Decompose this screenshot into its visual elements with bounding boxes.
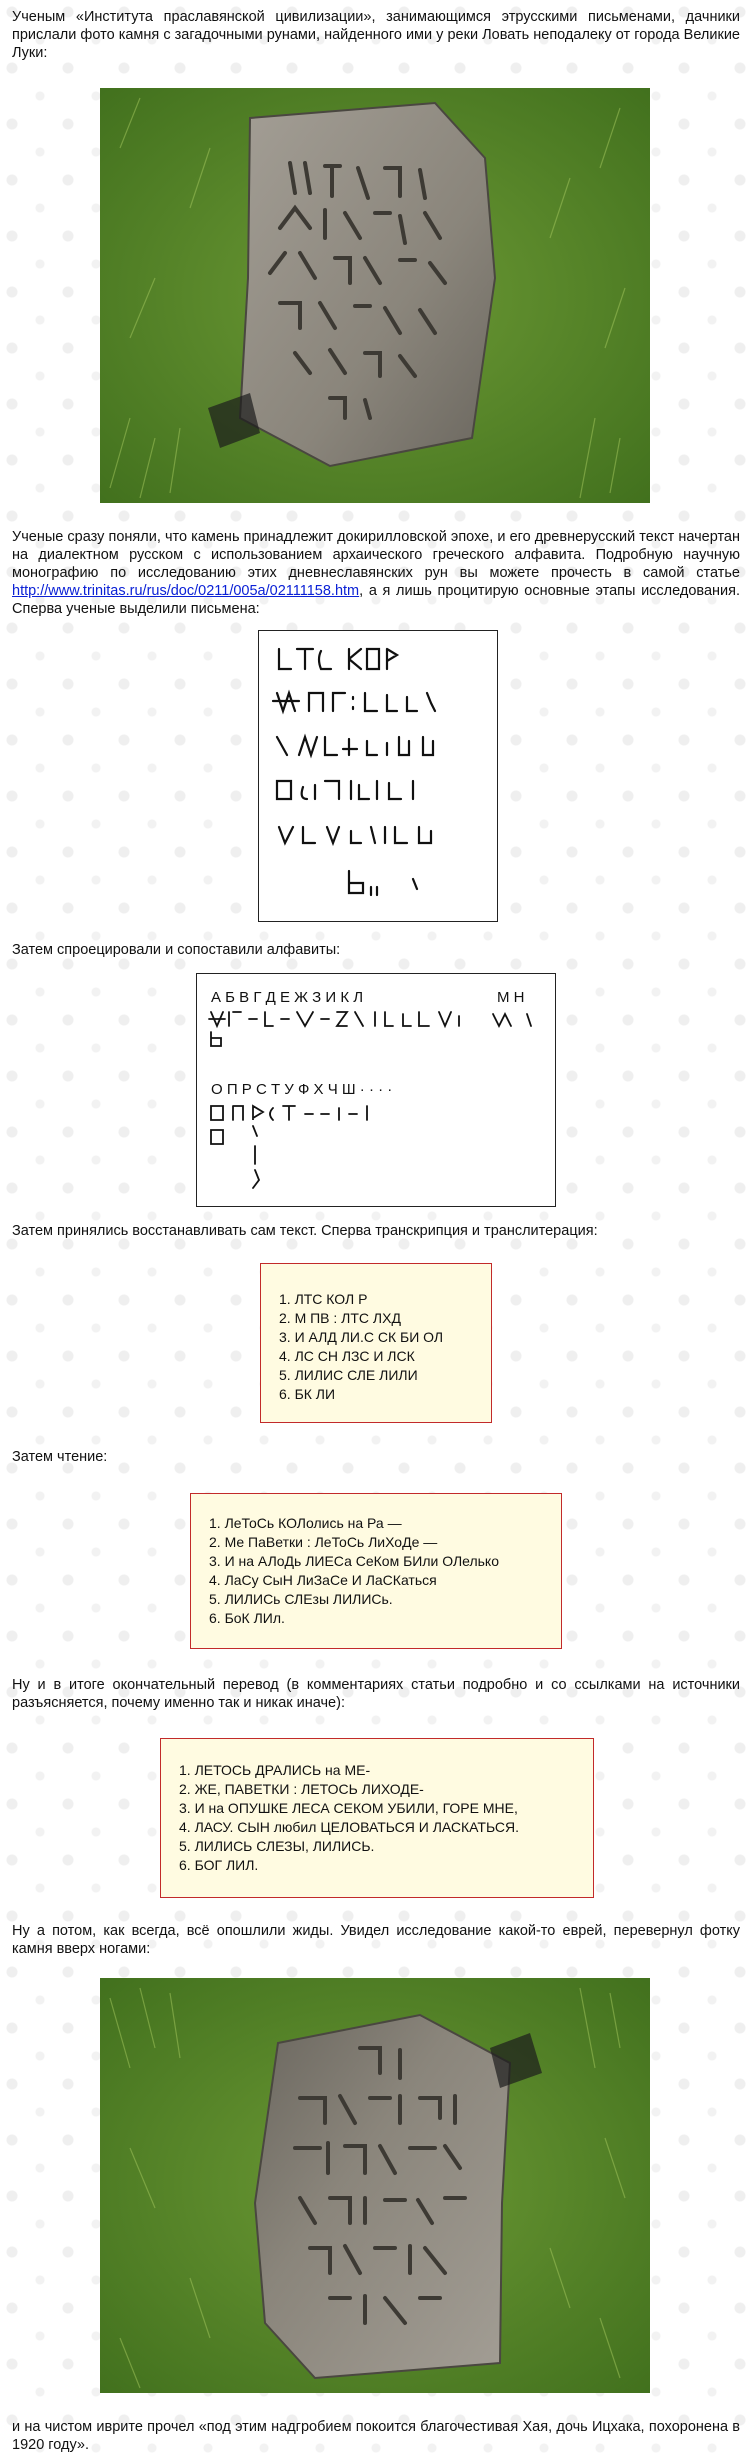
stone-photo-flipped-image bbox=[100, 1978, 650, 2393]
reading-line: 5. ЛИЛИСь СЛЕзы ЛИЛИСь. bbox=[209, 1591, 393, 1607]
final-line: 2. ЖЕ, ПАВЕТКИ : ЛЕТОСЬ ЛИХОДЕ- bbox=[179, 1781, 424, 1797]
transcription-list bbox=[279, 1290, 491, 1404]
transcription-line: 3. И АЛД ЛИ.С СК БИ ОЛ bbox=[279, 1329, 444, 1345]
inscription-glyphs bbox=[259, 631, 497, 921]
reading-line: 1. ЛеТоСь КОЛолись на Ра — bbox=[209, 1515, 402, 1531]
research-text-before: Ученые сразу поняли, что камень принадлежит докирилловской эпохе, и его древнерусский текст начертан на диалектном русском с использованием архаического греческого алфавита. Подробную научную монографию по исследованию этих дневнеславянских рун вы можете прочесть в самой статье bbox=[12, 529, 740, 581]
transcription-line: 4. ЛС СН ЛЗС И ЛСК bbox=[279, 1348, 415, 1364]
alphabet-paragraph: Затем спроецировали и сопоставили алфавиты: bbox=[12, 942, 341, 958]
research-text-after: , а я лишь процитирую основные этапы исследования. Сперва ученые выделили письмена: bbox=[12, 583, 740, 617]
final-line: 1. ЛЕТОСЬ ДРАЛИСЬ на МЕ- bbox=[179, 1762, 371, 1778]
stone-photo bbox=[100, 88, 650, 503]
intro-paragraph: Ученым «Института праславянской цивилизации», занимающимся этрусскими письменами, дачники прислали фото камня с загадочными рунами, найденного ими у реки Ловать неподалеку от города Великие Луки: bbox=[12, 9, 740, 61]
final-paragraph: Ну и в итоге окончательный перевод (в комментариях статьи подробно и со ссылками на источники разъясняется, почему именно так и никак иначе): bbox=[12, 1677, 740, 1711]
upside-down-paragraph: Ну а потом, как всегда, всё опошлили жиды. Увидел исследование какой-то еврей, перевернул фотку камня вверх ногами: bbox=[12, 1923, 740, 1957]
alphabet-row-greek-end: М Н bbox=[497, 989, 525, 1006]
transcription-paragraph: Затем принялись восстанавливать сам текст. Сперва транскрипция и транслитерация: bbox=[12, 1223, 598, 1239]
stone-photo-image bbox=[100, 88, 650, 503]
reading-box bbox=[190, 1493, 562, 1649]
alphabet-row-latin: О П Р С Т У Ф Х Ч Ш · · · · bbox=[211, 1081, 393, 1098]
reading-list bbox=[209, 1514, 561, 1628]
stone-photo-flipped bbox=[100, 1978, 650, 2393]
transcription-line: 2. М ПВ : ЛТС ЛХД bbox=[279, 1310, 401, 1326]
reading-line: 6. БоК ЛИл. bbox=[209, 1610, 285, 1626]
final-translation-list bbox=[179, 1761, 593, 1875]
transcription-line: 1. ЛТС КОЛ Р bbox=[279, 1291, 368, 1307]
reading-line: 3. И на АЛоДь ЛИЕСа СеКом БИли ОЛелько bbox=[209, 1553, 499, 1569]
inscription-drawing bbox=[258, 630, 498, 922]
final-line: 4. ЛАСУ. СЫН любил ЦЕЛОВАТЬСЯ И ЛАСКАТЬСЯ. bbox=[179, 1819, 519, 1835]
hebrew-paragraph: и на чистом иврите прочел «под этим надгробием покоится благочестивая Хая, дочь Ицхака, похоронена в 1920 году». bbox=[12, 2419, 740, 2453]
research-paragraph bbox=[12, 528, 740, 618]
transcription-line: 6. БК ЛИ bbox=[279, 1386, 336, 1402]
reading-paragraph: Затем чтение: bbox=[12, 1449, 108, 1465]
final-line: 3. И на ОПУШКЕ ЛЕСА СЕКОМ УБИЛИ, ГОРЕ МНЕ, bbox=[179, 1800, 518, 1816]
alphabet-comparison bbox=[196, 973, 556, 1207]
final-line: 5. ЛИЛИСЬ СЛЕЗЫ, ЛИЛИСЬ. bbox=[179, 1838, 375, 1854]
reading-line: 2. Ме ПаВетки : ЛеТоСь ЛиХоДе — bbox=[209, 1534, 438, 1550]
article-link[interactable]: http://www.trinitas.ru/rus/doc/0211/005a/02111158.htm bbox=[12, 583, 360, 599]
final-line: 6. БОГ ЛИЛ. bbox=[179, 1857, 259, 1873]
transcription-line: 5. ЛИЛИС СЛЕ ЛИЛИ bbox=[279, 1367, 418, 1383]
final-translation-box bbox=[160, 1738, 594, 1898]
transcription-box bbox=[260, 1263, 492, 1423]
reading-line: 4. ЛаСу СыН ЛиЗаСе И ЛаСКаться bbox=[209, 1572, 437, 1588]
alphabet-row-greek: А Б В Г Д Е Ж З И К Л bbox=[211, 989, 364, 1006]
alphabet-glyphs bbox=[197, 974, 555, 1206]
